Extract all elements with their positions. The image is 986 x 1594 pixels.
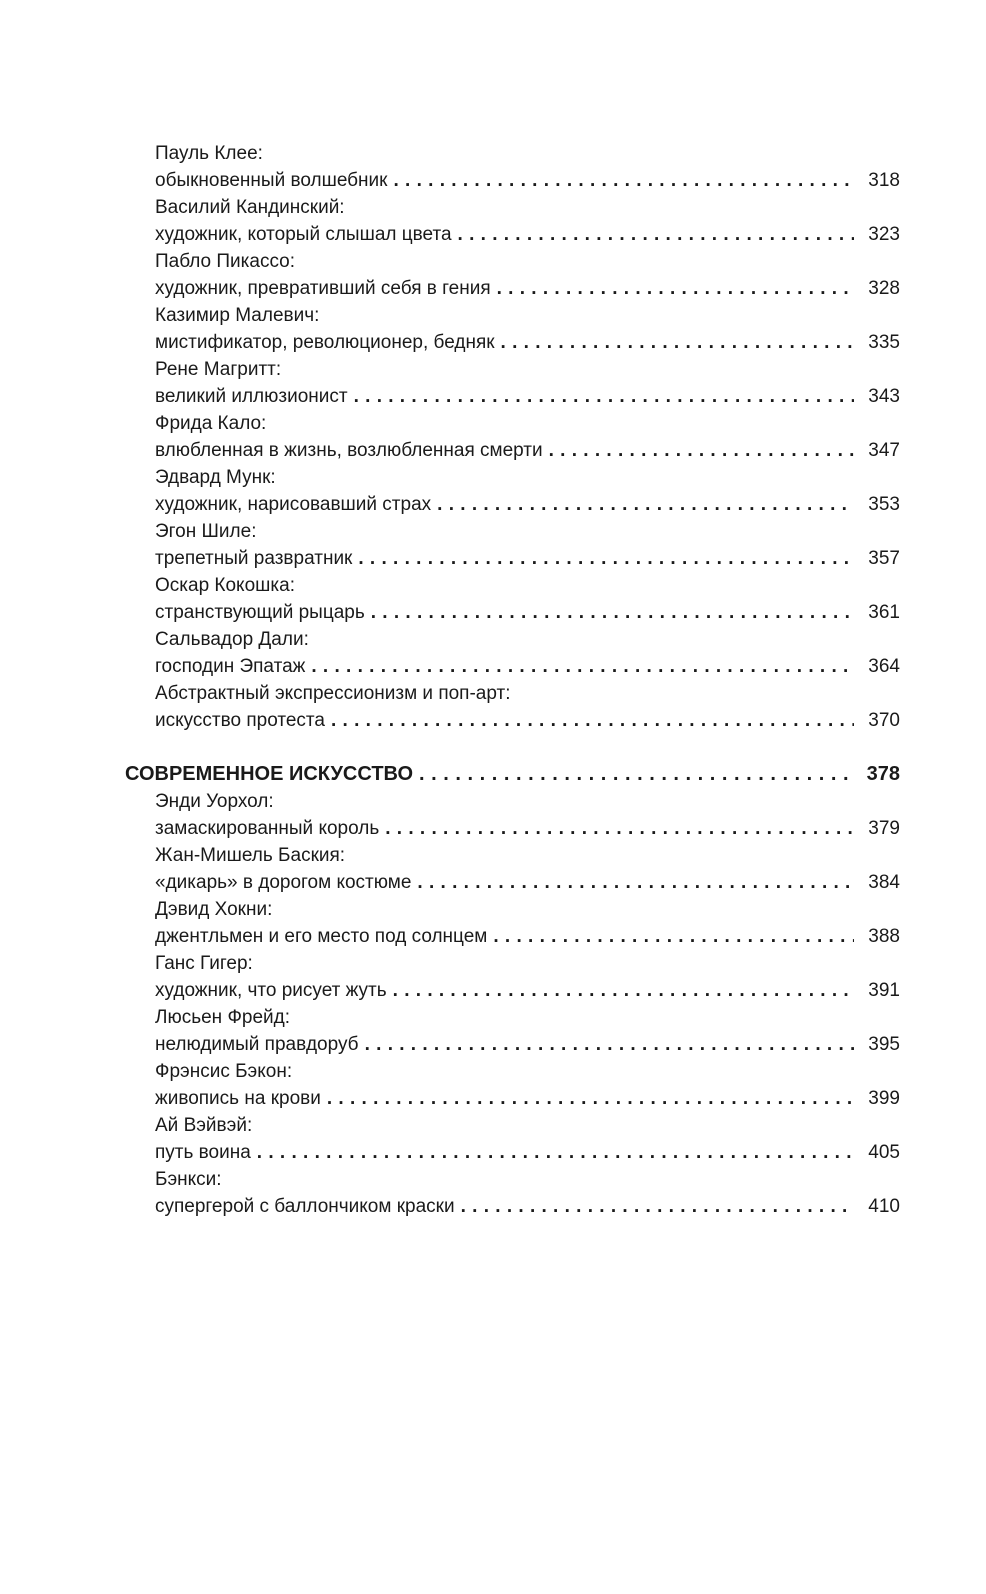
toc-entry-subtitle: художник, нарисовавший страх [155,491,437,518]
toc-entry-subtitle: джентльмен и его место под солнцем [155,923,493,950]
toc-entry-author: Фрэнсис Бэкон: [155,1061,293,1082]
toc-section-heading[interactable] [125,760,900,788]
toc-entry-subtitle-line [155,653,900,680]
toc-entry-page-number: 399 [868,1088,900,1109]
toc-entry-subtitle: художник, что рисует жуть [155,977,393,1004]
toc-entry-author: Фрида Кало: [155,413,267,434]
toc-entry-subtitle-line [155,1193,900,1220]
toc-entry[interactable] [155,1112,900,1166]
toc-entry-subtitle-line [155,491,900,518]
toc-entry-subtitle-line [155,167,900,194]
dot-leader [358,545,854,572]
toc-entry-page-number: 353 [868,494,900,515]
toc-entry[interactable] [155,410,900,464]
toc-entry-page-number: 395 [868,1034,900,1055]
dot-leader [458,221,854,248]
toc-entry-subtitle-line [155,329,900,356]
dot-leader [501,329,854,356]
dot-leader [354,383,854,410]
toc-entry-page-number: 361 [868,602,900,623]
toc-entry-subtitle: великий иллюзионист [155,383,354,410]
toc-entry-author: Бэнкси: [155,1169,222,1190]
toc-entries-before [0,140,986,734]
toc-entry-author: Ганс Гигер: [155,953,253,974]
toc-entry-page-number: 370 [868,710,900,731]
toc-entry[interactable] [155,572,900,626]
toc-entry-author: Абстрактный экспрессионизм и поп-арт: [155,683,511,704]
toc-entry[interactable] [155,518,900,572]
toc-entry[interactable] [155,680,900,734]
toc-entry-page-number: 318 [868,170,900,191]
toc-entry-author: Пауль Клее: [155,143,263,164]
toc-entry-page-number: 384 [868,872,900,893]
toc-entry-subtitle: замаскированный король [155,815,385,842]
dot-leader [331,707,854,734]
toc-entry[interactable] [155,842,900,896]
toc-entry-subtitle: художник, который слышал цвета [155,221,458,248]
dot-leader [385,815,854,842]
toc-entry-page-number: 343 [868,386,900,407]
toc-entry-subtitle: «дикарь» в дорогом костюме [155,869,417,896]
toc-entry-page-number: 379 [868,818,900,839]
toc-entry-author: Эгон Шиле: [155,521,257,542]
toc-entry-subtitle-line [155,1031,900,1058]
toc-entry-subtitle-line [155,977,900,1004]
toc-entry-subtitle: художник, превративший себя в гения [155,275,497,302]
toc-entry-subtitle-line [155,275,900,302]
toc-entry-page-number: 410 [868,1196,900,1217]
toc-entry[interactable] [155,788,900,842]
dot-leader [365,1031,854,1058]
toc-entry-author: Энди Уорхол: [155,791,274,812]
toc-entry-page-number: 364 [868,656,900,677]
toc-entry-author: Оскар Кокошка: [155,575,295,596]
dot-leader [461,1193,854,1220]
toc-entry-subtitle: обыкновенный волшебник [155,167,393,194]
toc-entry-subtitle-line [155,545,900,572]
toc-entry-subtitle-line [155,383,900,410]
section-page-number: 378 [866,763,900,785]
dot-leader [417,869,854,896]
toc-entry-subtitle-line [155,599,900,626]
toc-entry-subtitle-line [155,707,900,734]
table-of-contents [0,140,986,1220]
dot-leader [393,977,854,1004]
toc-entry[interactable] [155,626,900,680]
toc-entry-page-number: 388 [868,926,900,947]
dot-leader [497,275,854,302]
toc-entry[interactable] [155,1166,900,1220]
toc-entry-subtitle: искусство протеста [155,707,331,734]
toc-entry-subtitle: господин Эпатаж [155,653,311,680]
dot-leader [327,1085,854,1112]
toc-entry-subtitle-line [155,1139,900,1166]
toc-entry[interactable] [155,1058,900,1112]
toc-entry-page-number: 391 [868,980,900,1001]
dot-leader [419,760,856,788]
toc-entry-author: Пабло Пикассо: [155,251,296,272]
toc-entry[interactable] [155,302,900,356]
toc-entry-subtitle: нелюдимый правдоруб [155,1031,365,1058]
toc-entry-page-number: 335 [868,332,900,353]
toc-entry-page-number: 323 [868,224,900,245]
section-title: СОВРЕМЕННОЕ ИСКУССТВО [125,760,419,788]
toc-entry-subtitle: влюбленная в жизнь, возлюбленная смерти [155,437,549,464]
toc-entry-author: Эдвард Мунк: [155,467,276,488]
toc-entry-author: Сальвадор Дали: [155,629,309,650]
dot-leader [371,599,854,626]
toc-entry-subtitle: живопись на крови [155,1085,327,1112]
toc-entry-author: Дэвид Хокни: [155,899,273,920]
toc-entry[interactable] [155,1004,900,1058]
toc-entry-author: Люсьен Фрейд: [155,1007,291,1028]
toc-entry[interactable] [155,248,900,302]
toc-entry[interactable] [155,194,900,248]
toc-entry[interactable] [155,896,900,950]
dot-leader [393,167,854,194]
toc-entry[interactable] [155,356,900,410]
toc-entry[interactable] [155,140,900,194]
toc-entry-subtitle: мистификатор, революционер, бедняк [155,329,501,356]
dot-leader [493,923,854,950]
toc-entry-subtitle-line [155,923,900,950]
dot-leader [257,1139,854,1166]
toc-entry-author: Казимир Малевич: [155,305,320,326]
dot-leader [437,491,854,518]
toc-entry-author: Рене Магритт: [155,359,282,380]
toc-entry-page-number: 347 [868,440,900,461]
toc-entry-subtitle: странствующий рыцарь [155,599,371,626]
toc-entry-subtitle-line [155,437,900,464]
toc-entry-page-number: 405 [868,1142,900,1163]
toc-entry-subtitle: супергерой с баллончиком краски [155,1193,461,1220]
toc-entry-page-number: 328 [868,278,900,299]
dot-leader [549,437,854,464]
toc-entry-subtitle: путь воина [155,1139,257,1166]
toc-entry-subtitle-line [155,869,900,896]
toc-entry-subtitle-line [155,815,900,842]
toc-entry-page-number: 357 [868,548,900,569]
toc-entry-author: Василий Кандинский: [155,197,345,218]
toc-entry-subtitle-line [155,1085,900,1112]
toc-entry[interactable] [155,464,900,518]
toc-entry[interactable] [155,950,900,1004]
toc-entry-author: Жан-Мишель Баския: [155,845,346,866]
dot-leader [311,653,854,680]
toc-entry-author: Ай Вэйвэй: [155,1115,253,1136]
toc-entries-after [0,788,986,1220]
toc-entry-subtitle: трепетный развратник [155,545,358,572]
toc-entry-subtitle-line [155,221,900,248]
